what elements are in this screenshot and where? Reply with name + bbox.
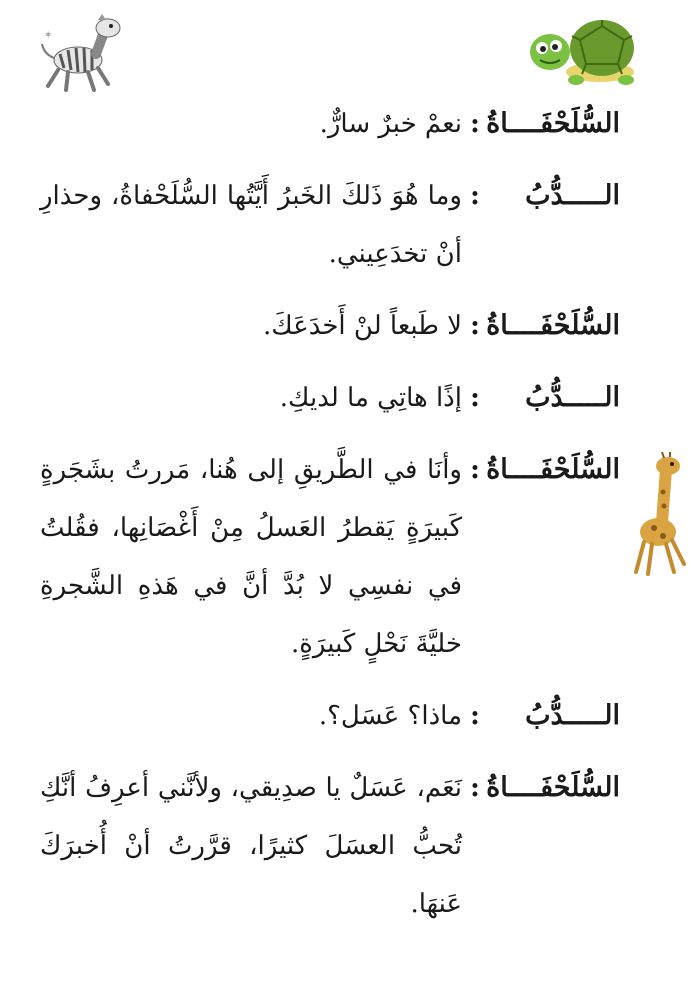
colon-separator: : (470, 772, 480, 803)
dialogue-text: نعمْ خبرٌ سارٌّ. (319, 109, 462, 139)
zebra-icon (38, 10, 124, 92)
svg-text:✶: ✶ (44, 30, 53, 41)
colon-separator: : (470, 108, 480, 139)
dialogue-text: وما هُوَ ذَلكَ الخَبرُ أَيَّتُها السُّلَحْفاةُ، وحذارِ أنْ تخدَعِيني. (40, 181, 462, 269)
dialogue (40, 95, 620, 933)
dialogue-text: لا طَبعاً لنْ أَخدَعَكَ. (263, 311, 462, 341)
speaker-name: السُّلَحْفَــــاةُ (486, 310, 620, 341)
dialogue-line (40, 369, 620, 427)
speaker-name: الـــــدُّبُ (525, 700, 620, 731)
dialogue-text: نَعَم، عَسَلٌ يا صدِيقي، ولأنَّني أعرِفُ أنَّكِ تُحبُّ العسَلَ كثيرًا، قرَّرتُ أنْ أُخبرَكَ عَنهَا. (40, 773, 462, 919)
dialogue-text: وأنَا في الطَّريقِ إلى هُنا، مَررتُ بشَجَرةٍ كَبيرَةٍ يَقطرُ العَسلُ مِنْ أَغْصَانِها، فقُلتُ في نفسِي لا بُدَّ أنَّ في هَذهِ الشَّجرةِ خليَّةَ نَحْلٍ كَبيرَةٍ. (40, 455, 463, 659)
dialogue-text: ماذا؟ عَسَل؟. (318, 701, 462, 731)
colon-separator: : (470, 382, 480, 413)
colon-separator: : (470, 310, 480, 341)
dialogue-line (40, 297, 620, 355)
dialogue-text: إذًا هاتِي ما لديكِ. (279, 383, 462, 413)
dialogue-line (40, 687, 620, 745)
speaker-name: الـــــدُّبُ (525, 382, 620, 413)
colon-separator: : (470, 180, 480, 211)
speaker-name: السُّلَحْفَــــاةُ (486, 772, 620, 803)
colon-separator: : (470, 454, 480, 485)
speaker-name: الـــــدُّبُ (525, 180, 620, 211)
giraffe-icon (630, 452, 692, 576)
colon-separator: : (470, 700, 480, 731)
turtle-icon (528, 10, 638, 90)
dialogue-line (40, 441, 620, 673)
dialogue-line (40, 167, 620, 283)
dialogue-line (40, 759, 620, 933)
dialogue-line (40, 95, 620, 153)
speaker-name: السُّلَحْفَــــاةُ (486, 108, 620, 139)
speaker-name: السُّلَحْفَــــاةُ (486, 454, 620, 485)
